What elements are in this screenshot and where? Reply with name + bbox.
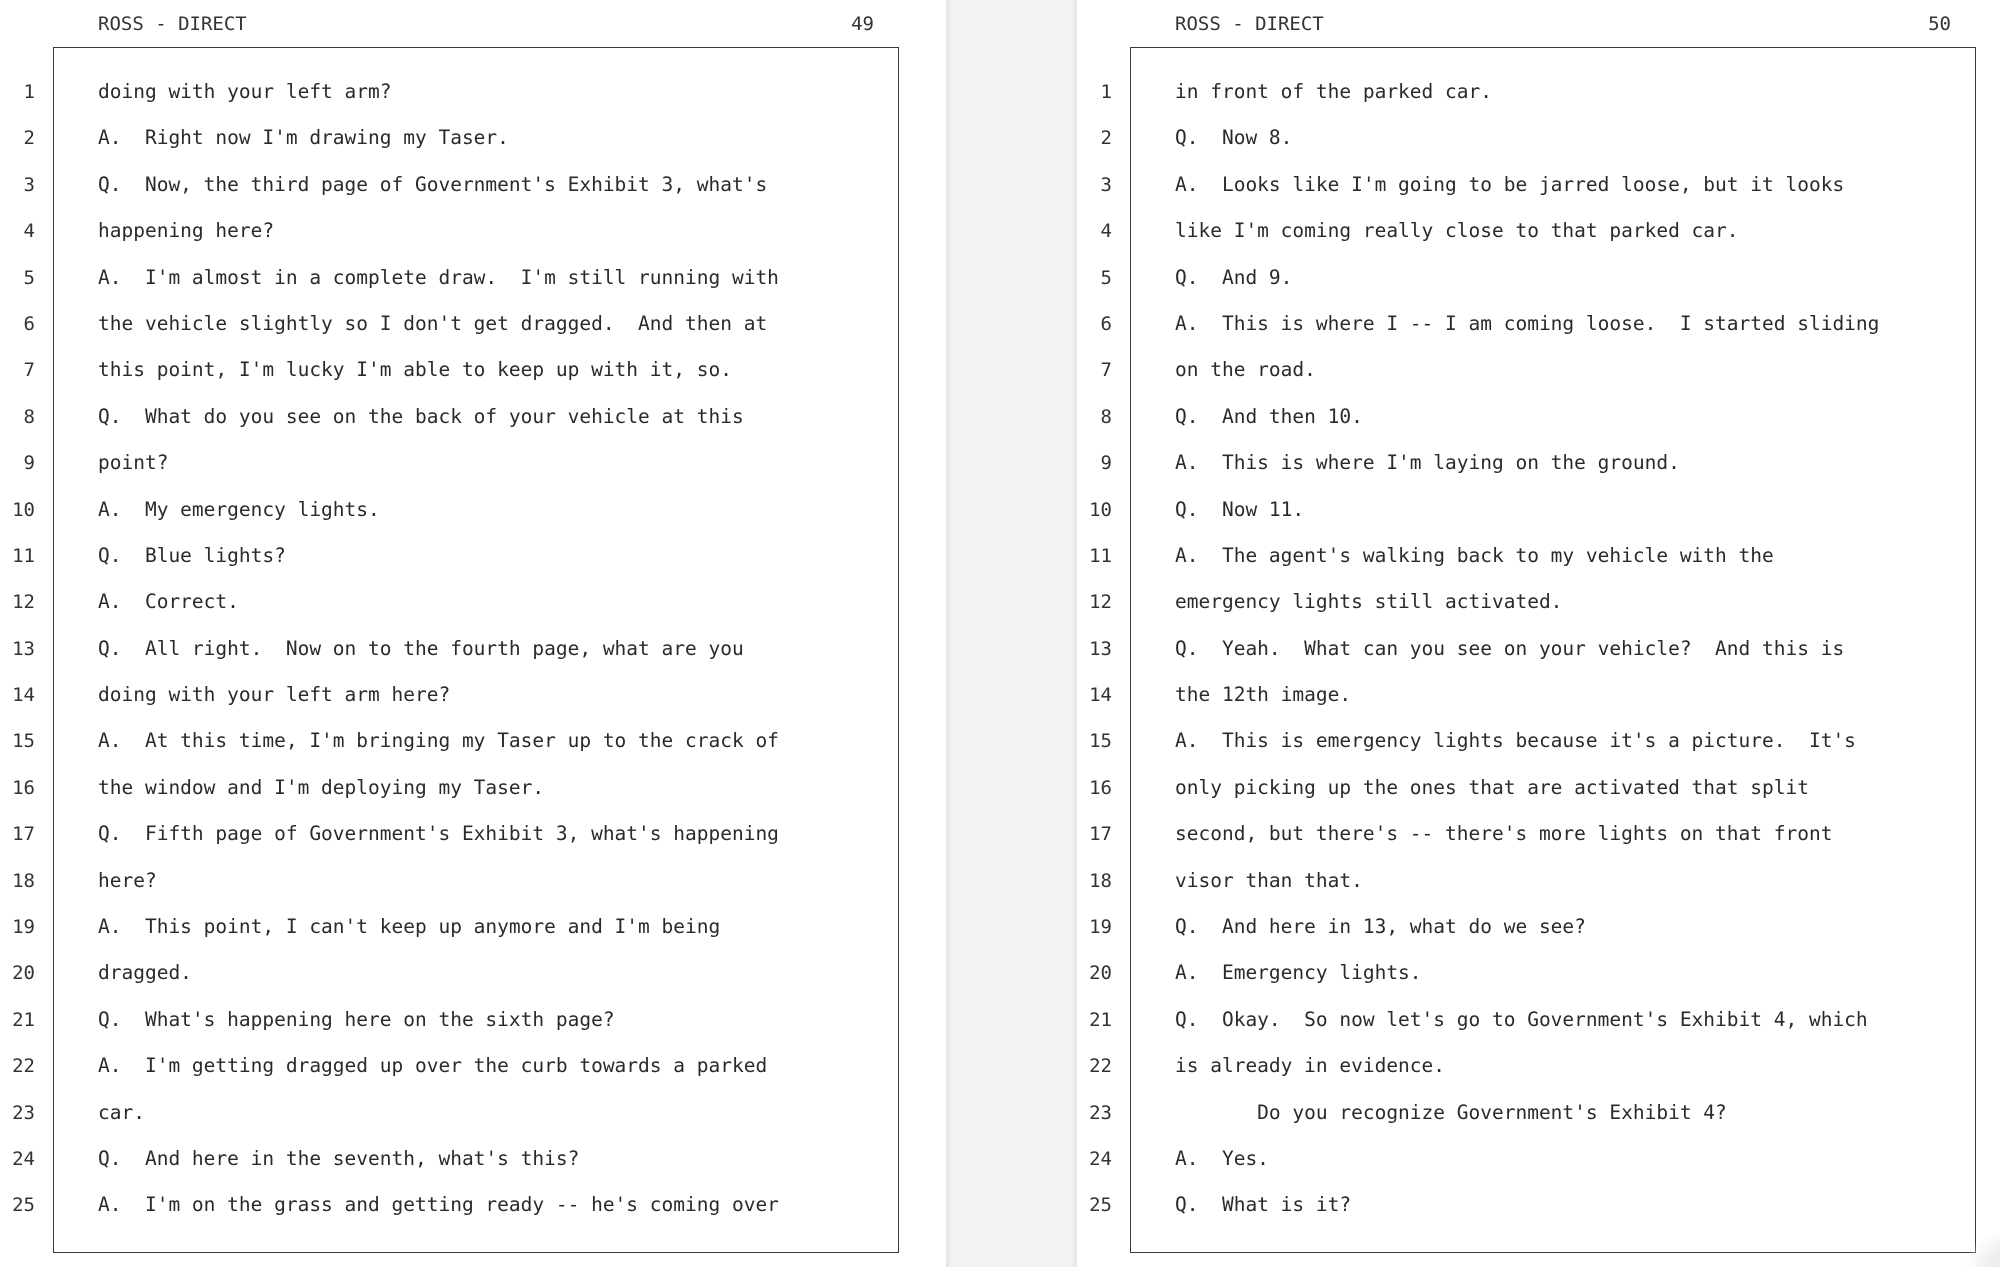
line-number: 18 bbox=[12, 869, 35, 892]
transcript-lines bbox=[1077, 70, 2000, 1230]
line-number: 14 bbox=[1089, 684, 1112, 707]
transcript-line bbox=[1077, 627, 2000, 673]
line-number: 2 bbox=[23, 127, 35, 150]
transcript-line bbox=[1077, 209, 2000, 255]
line-number: 13 bbox=[12, 637, 35, 660]
line-text: Q. And here in the seventh, what's this? bbox=[98, 1146, 580, 1170]
transcript-line bbox=[1077, 998, 2000, 1044]
line-text: A. I'm almost in a complete draw. I'm still running with bbox=[98, 265, 779, 289]
line-number: 17 bbox=[12, 823, 35, 846]
transcript-line bbox=[0, 951, 946, 997]
line-number: 6 bbox=[23, 312, 35, 335]
transcript-line bbox=[1077, 256, 2000, 302]
line-number: 9 bbox=[1100, 452, 1112, 475]
transcript-line bbox=[1077, 395, 2000, 441]
line-number: 5 bbox=[23, 266, 35, 289]
transcript-line bbox=[0, 209, 946, 255]
line-text: Q. Blue lights? bbox=[98, 543, 286, 567]
page-header-title: ROSS - DIRECT bbox=[98, 13, 247, 35]
transcript-line bbox=[1077, 951, 2000, 997]
line-number: 17 bbox=[1089, 823, 1112, 846]
line-text: point? bbox=[98, 451, 169, 475]
line-number: 15 bbox=[1089, 730, 1112, 753]
line-text: like I'm coming really close to that parked car. bbox=[1175, 219, 1739, 243]
line-number: 22 bbox=[1089, 1055, 1112, 1078]
transcript-line bbox=[0, 1183, 946, 1229]
line-text: the vehicle slightly so I don't get dragged. And then at bbox=[98, 311, 768, 335]
line-text: doing with your left arm here? bbox=[98, 683, 451, 707]
transcript-page-50 bbox=[1077, 0, 2000, 1267]
line-number: 6 bbox=[1100, 312, 1112, 335]
line-number: 8 bbox=[1100, 405, 1112, 428]
line-number: 15 bbox=[12, 730, 35, 753]
transcript-line bbox=[0, 348, 946, 394]
line-number: 10 bbox=[1089, 498, 1112, 521]
line-text: A. I'm on the grass and getting ready -- he's coming over bbox=[98, 1193, 779, 1217]
line-number: 14 bbox=[12, 684, 35, 707]
line-number: 21 bbox=[1089, 1008, 1112, 1031]
line-number: 9 bbox=[23, 452, 35, 475]
line-number: 18 bbox=[1089, 869, 1112, 892]
line-number: 1 bbox=[23, 81, 35, 103]
line-text: Do you recognize Government's Exhibit 4? bbox=[1175, 1100, 1727, 1124]
transcript-line bbox=[0, 395, 946, 441]
transcript-line bbox=[0, 859, 946, 905]
line-text: A. This is emergency lights because it's a picture. It's bbox=[1175, 729, 1856, 753]
line-text: Q. Okay. So now let's go to Government's Exhibit 4, which bbox=[1175, 1007, 1868, 1031]
page-gutter-shadow-left bbox=[946, 0, 952, 1267]
transcript-line bbox=[0, 116, 946, 162]
transcript-line bbox=[0, 534, 946, 580]
line-text: car. bbox=[98, 1100, 145, 1124]
line-text: Q. What's happening here on the sixth page? bbox=[98, 1007, 615, 1031]
line-number: 24 bbox=[1089, 1147, 1112, 1170]
transcript-line bbox=[1077, 1044, 2000, 1090]
line-number: 23 bbox=[1089, 1101, 1112, 1124]
line-text: this point, I'm lucky I'm able to keep up with it, so. bbox=[98, 358, 732, 382]
transcript-line bbox=[0, 441, 946, 487]
line-number: 20 bbox=[12, 962, 35, 985]
line-number: 19 bbox=[1089, 916, 1112, 939]
line-text: in front of the parked car. bbox=[1175, 80, 1492, 103]
transcript-line bbox=[1077, 1091, 2000, 1137]
transcript-line bbox=[0, 70, 946, 116]
transcript-line bbox=[0, 1091, 946, 1137]
line-number: 2 bbox=[1100, 127, 1112, 150]
line-text: the window and I'm deploying my Taser. bbox=[98, 775, 545, 799]
transcript-line bbox=[0, 998, 946, 1044]
line-text: A. Yes. bbox=[1175, 1146, 1269, 1170]
line-number: 8 bbox=[23, 405, 35, 428]
transcript-line bbox=[1077, 441, 2000, 487]
transcript-line bbox=[0, 627, 946, 673]
page-number: 49 bbox=[851, 13, 874, 35]
line-number: 16 bbox=[12, 776, 35, 799]
transcript-line bbox=[1077, 1137, 2000, 1183]
line-number: 23 bbox=[12, 1101, 35, 1124]
line-text: A. My emergency lights. bbox=[98, 497, 380, 521]
line-text: A. This point, I can't keep up anymore and I'm being bbox=[98, 915, 721, 939]
transcript-line bbox=[0, 580, 946, 626]
transcript-line bbox=[0, 673, 946, 719]
transcript-line bbox=[1077, 719, 2000, 765]
line-number: 16 bbox=[1089, 776, 1112, 799]
line-number: 7 bbox=[23, 359, 35, 382]
line-text: Q. And here in 13, what do we see? bbox=[1175, 915, 1586, 939]
line-text: A. Correct. bbox=[98, 590, 239, 614]
line-number: 3 bbox=[23, 173, 35, 196]
line-number: 25 bbox=[1089, 1194, 1112, 1217]
line-number: 7 bbox=[1100, 359, 1112, 382]
line-text: Q. All right. Now on to the fourth page, what are you bbox=[98, 636, 744, 660]
line-text: Q. And 9. bbox=[1175, 265, 1293, 289]
transcript-line bbox=[1077, 673, 2000, 719]
transcript-line bbox=[1077, 812, 2000, 858]
line-text: A. Right now I'm drawing my Taser. bbox=[98, 126, 509, 150]
line-text: Q. Now 11. bbox=[1175, 497, 1305, 521]
line-text: dragged. bbox=[98, 961, 192, 985]
line-text: A. This is where I -- I am coming loose. I started sliding bbox=[1175, 311, 1880, 335]
line-number: 4 bbox=[23, 220, 35, 243]
line-number: 25 bbox=[12, 1194, 35, 1217]
line-text: the 12th image. bbox=[1175, 683, 1352, 707]
line-text: doing with your left arm? bbox=[98, 80, 392, 103]
line-text: A. Emergency lights. bbox=[1175, 961, 1422, 985]
line-text: Q. And then 10. bbox=[1175, 404, 1363, 428]
transcript-line bbox=[0, 256, 946, 302]
transcript-line bbox=[1077, 488, 2000, 534]
transcript-line bbox=[1077, 580, 2000, 626]
transcript-line bbox=[0, 488, 946, 534]
transcript-line bbox=[1077, 163, 2000, 209]
transcript-line bbox=[0, 812, 946, 858]
line-number: 1 bbox=[1100, 81, 1112, 103]
line-text: on the road. bbox=[1175, 358, 1316, 382]
line-number: 22 bbox=[12, 1055, 35, 1078]
line-number: 21 bbox=[12, 1008, 35, 1031]
line-text: emergency lights still activated. bbox=[1175, 590, 1563, 614]
transcript-line bbox=[0, 1137, 946, 1183]
line-text: Q. What do you see on the back of your vehicle at this bbox=[98, 404, 744, 428]
line-text: second, but there's -- there's more lights on that front bbox=[1175, 822, 1833, 846]
line-number: 20 bbox=[1089, 962, 1112, 985]
line-text: visor than that. bbox=[1175, 868, 1363, 892]
transcript-line bbox=[1077, 766, 2000, 812]
transcript-page-49 bbox=[0, 0, 946, 1267]
transcript-line bbox=[1077, 1183, 2000, 1229]
line-text: A. I'm getting dragged up over the curb towards a parked bbox=[98, 1054, 768, 1078]
transcript-line bbox=[1077, 859, 2000, 905]
page-header-title: ROSS - DIRECT bbox=[1175, 13, 1324, 35]
line-number: 24 bbox=[12, 1147, 35, 1170]
line-text: A. This is where I'm laying on the ground. bbox=[1175, 451, 1680, 475]
transcript-line bbox=[1077, 116, 2000, 162]
transcript-line bbox=[1077, 70, 2000, 116]
line-text: is already in evidence. bbox=[1175, 1054, 1446, 1078]
line-text: Q. Yeah. What can you see on your vehicle? And this is bbox=[1175, 636, 1845, 660]
transcript-lines bbox=[0, 70, 946, 1230]
line-number: 13 bbox=[1089, 637, 1112, 660]
transcript-line bbox=[0, 719, 946, 765]
transcript-line bbox=[0, 905, 946, 951]
transcript-line bbox=[0, 766, 946, 812]
line-number: 5 bbox=[1100, 266, 1112, 289]
line-number: 3 bbox=[1100, 173, 1112, 196]
line-number: 10 bbox=[12, 498, 35, 521]
line-text: Q. Now, the third page of Government's Exhibit 3, what's bbox=[98, 172, 768, 196]
line-text: happening here? bbox=[98, 219, 275, 243]
line-text: A. At this time, I'm bringing my Taser up to the crack of bbox=[98, 729, 779, 753]
line-number: 19 bbox=[12, 916, 35, 939]
transcript-line bbox=[0, 302, 946, 348]
line-text: Q. What is it? bbox=[1175, 1193, 1352, 1217]
page-corner-curl bbox=[1963, 1227, 2000, 1267]
transcript-line bbox=[1077, 905, 2000, 951]
line-number: 11 bbox=[1089, 544, 1112, 567]
transcript-line bbox=[1077, 348, 2000, 394]
line-number: 4 bbox=[1100, 220, 1112, 243]
line-text: Q. Fifth page of Government's Exhibit 3, what's happening bbox=[98, 822, 779, 846]
transcript-line bbox=[0, 1044, 946, 1090]
page-number: 50 bbox=[1928, 13, 1951, 35]
transcript-line bbox=[0, 163, 946, 209]
line-number: 12 bbox=[12, 591, 35, 614]
line-text: here? bbox=[98, 868, 157, 892]
transcript-line bbox=[1077, 302, 2000, 348]
line-text: Q. Now 8. bbox=[1175, 126, 1293, 150]
line-number: 11 bbox=[12, 544, 35, 567]
line-text: A. The agent's walking back to my vehicle with the bbox=[1175, 543, 1774, 567]
line-text: A. Looks like I'm going to be jarred loose, but it looks bbox=[1175, 172, 1845, 196]
transcript-line bbox=[1077, 534, 2000, 580]
line-text: only picking up the ones that are activated that split bbox=[1175, 775, 1809, 799]
page-gutter bbox=[946, 0, 1077, 1267]
line-number: 12 bbox=[1089, 591, 1112, 614]
